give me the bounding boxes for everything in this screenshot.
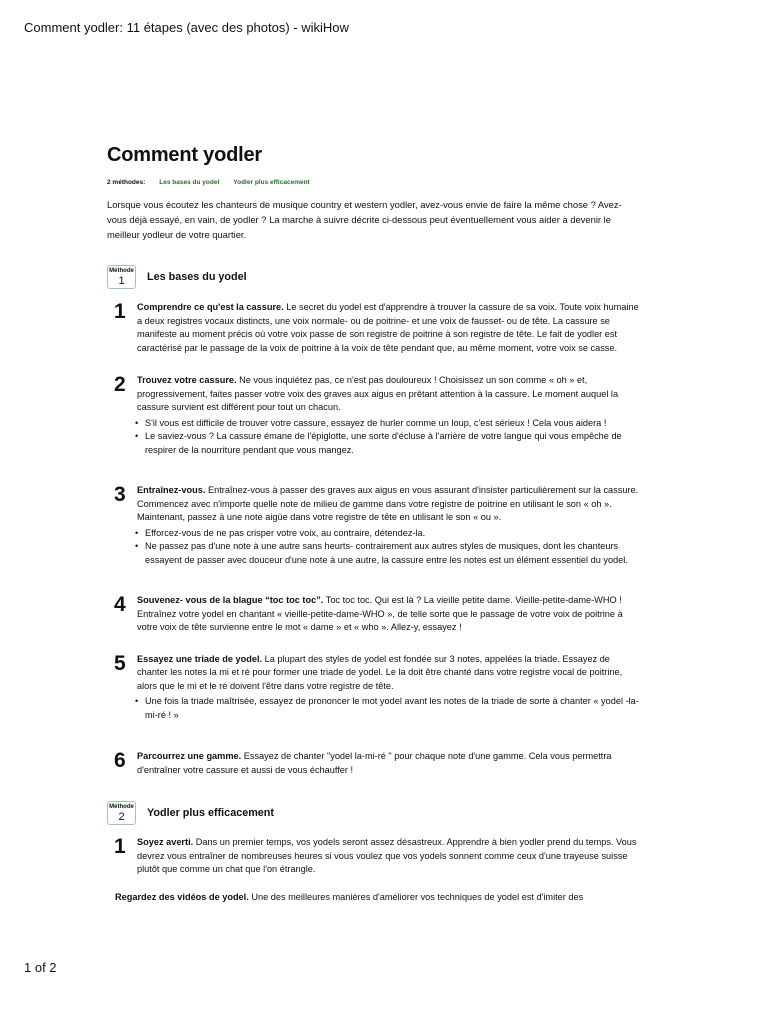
step-number: 1 <box>114 835 126 858</box>
step-heading: Souvenez- vous de la blague “toc toc toc”. <box>137 595 324 605</box>
step-body <box>137 484 641 525</box>
step-body <box>137 374 641 415</box>
step-number: 3 <box>114 483 126 506</box>
intro-paragraph: Lorsque vous écoutez les chanteurs de musique country et western yodler, avez-vous envie de faire la même chose ? Avez-vous déjà essayé, en vain, de yodler ? La marche à suivre décrite ci-dessous peut éventuellement vous aider à devenir le meilleur yodleur de votre quartier. <box>107 199 622 240</box>
method-badge-label: Méthode <box>109 803 134 810</box>
method-badge-number: 2 <box>118 810 125 823</box>
step-heading: Trouvez votre cassure. <box>137 375 237 385</box>
article-title: Comment yodler <box>107 144 263 166</box>
step-continuation <box>107 891 641 905</box>
step-heading: Entraînez-vous. <box>137 485 206 495</box>
step <box>107 301 641 355</box>
tip-item: • Ne passez pas d'une note à une autre sans heurts- contrairement aux autres styles de musiques, dont les chanteurs essayent de passer avec douceur d'une note à une autre, la cassure entre les notes est un élément essentiel du yodel. <box>145 540 641 567</box>
step-heading: Parcourrez une gamme. <box>137 751 242 761</box>
step-heading: Regardez des vidéos de yodel. <box>115 891 249 902</box>
step-body <box>137 653 641 694</box>
step-number: 1 <box>114 300 126 323</box>
method-badge <box>107 801 136 825</box>
step-body <box>137 836 641 877</box>
methods-count: 2 méthodes: <box>107 179 146 186</box>
step-tips-list <box>107 527 641 568</box>
document-title: Comment yodler: 11 étapes (avec des photos) - wikiHow <box>24 20 349 35</box>
method-title: Les bases du yodel <box>147 271 247 283</box>
methods-nav <box>107 179 641 186</box>
step-text: La plupart des styles de yodel est fondée sur 3 notes, appelées la triade. Essayez de chanter les notes la mi et ré pour former une triade de yodel. Le la doit être chanté dans votre registre vocal de poitrine, alors que le mi et le ré doivent l'être dans votre registre de tête. <box>137 653 623 691</box>
method-badge-number: 1 <box>118 274 125 287</box>
method-badge-label: Méthode <box>109 267 134 274</box>
article <box>107 144 641 904</box>
step-tips-list <box>107 695 641 722</box>
step-number: 6 <box>114 749 126 772</box>
method-link-1[interactable]: Les bases du yodel <box>159 179 220 186</box>
step-body <box>137 594 641 635</box>
step-text: Dans un premier temps, vos yodels seront assez désastreux. Apprendre à bien yodler prend du temps. Vous devrez vous entraîner de nombreuses heures si vous voulez que vos yodels sonnent comme ceux d'une trayeuse suisse plutôt que comme un chat que l'on étrangle. <box>137 837 637 874</box>
step-body <box>137 750 641 777</box>
step-number: 2 <box>114 373 126 396</box>
step <box>107 750 641 777</box>
step-text: Une des meilleures manières d'améliorer vos techniques de yodel est d'imiter des <box>248 891 584 902</box>
tip-item: • Le saviez-vous ? La cassure émane de l'épiglotte, une sorte d'écluse à l'arrière de votre langue qui vous empêche de respirer de la nourriture pendant que vous mangez. <box>145 430 641 457</box>
step-text: Essayez de chanter "yodel la-mi-ré " pour chaque note d'une gamme. Cela vous permettra d'entraîner votre cassure et aussi de vous échauffer ! <box>137 751 612 775</box>
step-body <box>137 301 641 355</box>
step-heading: Soyez averti. <box>137 837 194 847</box>
step-text: Entraînez-vous à passer des graves aux aigus en vous assurant d'insister particulièrement sur la cassure. Commencez avec n'importe quelle note de milieu de gamme dans votre registre de poitrine en utilisant le son « oh ». Maintenant, passez à une note aigüe dans votre registre de tête en utilisant le son « ou ». <box>137 485 639 522</box>
step <box>107 836 641 877</box>
step-number: 4 <box>114 593 126 616</box>
tip-item: • S'il vous est difficile de trouver votre cassure, essayez de hurler comme un loup, c'est sérieux ! Cela vous aidera ! <box>145 417 641 431</box>
step <box>107 374 641 457</box>
method-1-header <box>107 265 641 289</box>
step <box>107 653 641 723</box>
step-tips-list <box>107 417 641 458</box>
tip-item: • Efforcez-vous de ne pas crisper votre voix, au contraire, détendez-la. <box>145 527 641 541</box>
method-2-header <box>107 801 641 825</box>
step-heading: Essayez une triade de yodel. <box>137 653 263 664</box>
method-link-2[interactable]: Yodler plus efficacement <box>233 179 310 186</box>
step-heading: Comprendre ce qu'est la cassure. <box>137 302 284 312</box>
step-text: Toc toc toc. Qui est là ? La vieille petite dame. Vieille-petite-dame-WHO ! Entraînez votre yodel en chantant « vieille-petite-dame-WHO », de telle sorte que le passage de votre voix de poitrine à votre voix de tête survienne entre le mot « dame » et « who ». Allez-y, essayez ! <box>137 595 623 632</box>
page-indicator: 1 of 2 <box>24 960 57 975</box>
step-number: 5 <box>114 651 126 675</box>
step <box>107 484 641 567</box>
step <box>107 594 641 635</box>
step-text: Le secret du yodel est d'apprendre à trouver la cassure de sa voix. Toute voix humaine a deux registres vocaux distincts, une voix normale- ou de poitrine- et une voix de fausset- ou de tête. La cassure se manifeste au moment précis où votre voix passe de son registre de poitrine à son registre de tête. Le fait de yodler est caractérisé par le passage de la voix de poitrine à la voix de tête pendant que, au même moment, votre voix se casse. <box>137 302 639 353</box>
method-badge <box>107 265 136 289</box>
tip-item: • Une fois la triade maîtrisée, essayez de prononcer le mot yodel avant les notes de la triade de sorte à chanter « yodel -la-mi-ré ! » <box>145 695 641 722</box>
method-title: Yodler plus efficacement <box>147 807 275 819</box>
step-text: Ne vous inquiétez pas, ce n'est pas douloureux ! Choisissez un son comme « oh » et, progressivement, faites passer votre voix des graves aux aigus en prêtant attention à la cassure. Le moment auquel la cassure survient est différent pour tout un chacun. <box>137 375 619 412</box>
